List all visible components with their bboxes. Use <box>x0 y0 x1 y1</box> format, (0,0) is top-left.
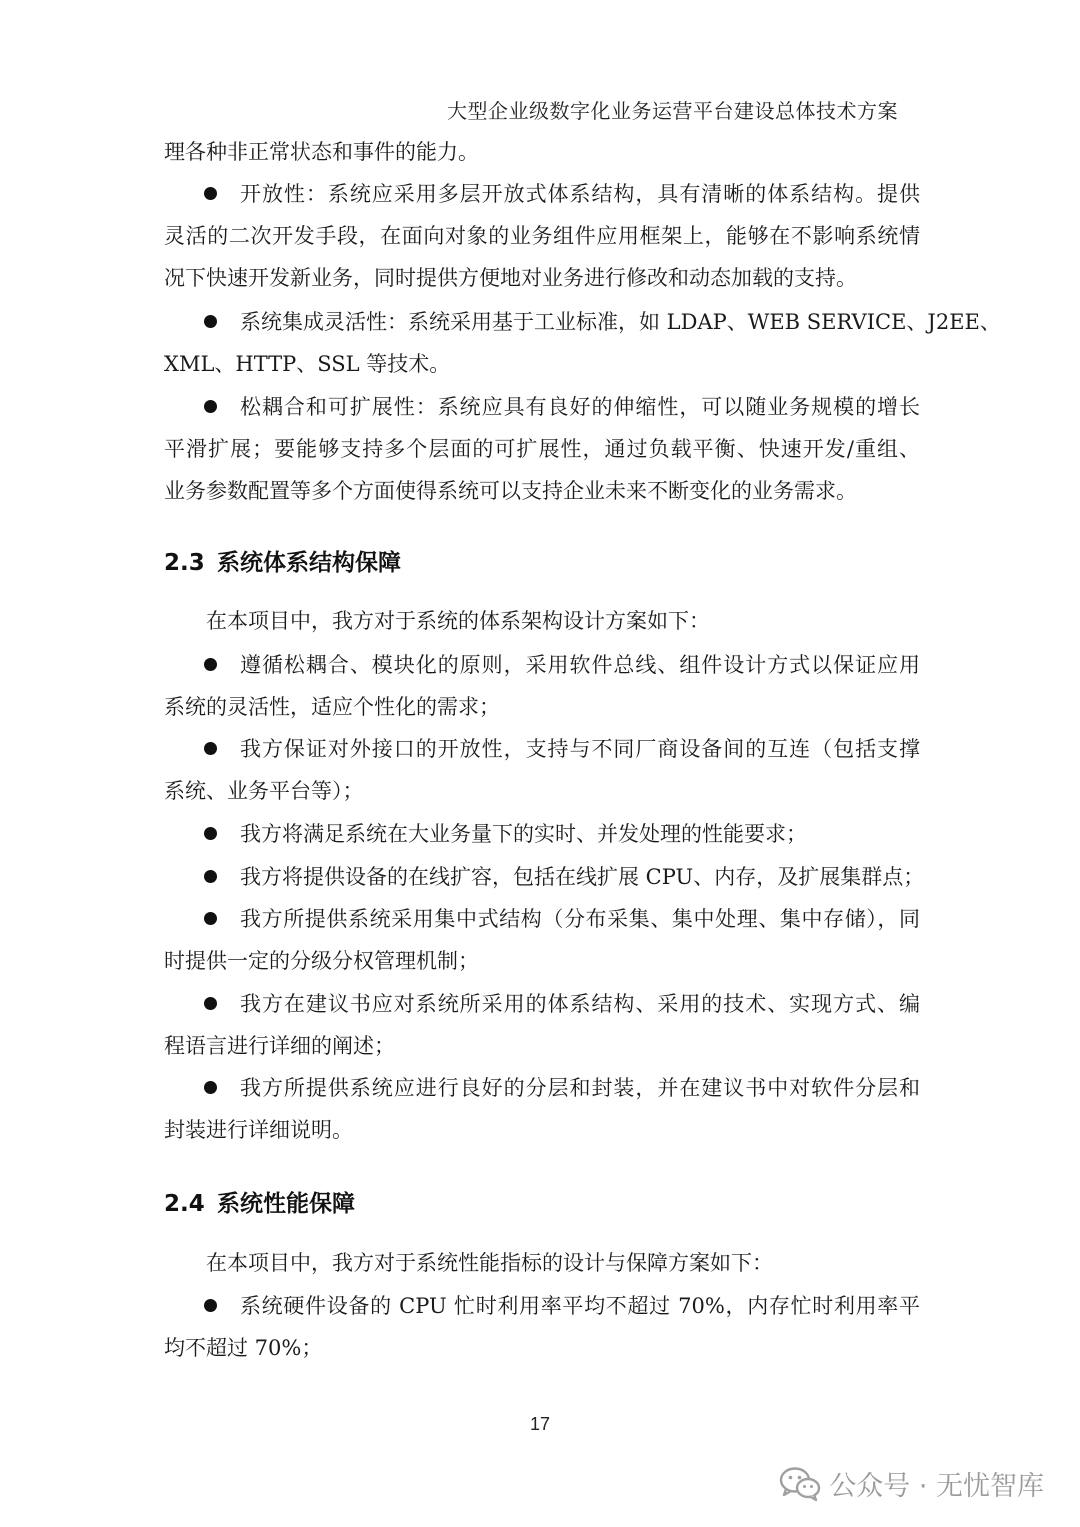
text-line: 我方将满足系统在大业务量下的实时、并发处理的性能要求； <box>240 822 807 846</box>
bullet-dot <box>204 315 217 328</box>
text-line: 系统、业务平台等）； <box>164 779 364 803</box>
text-line: 均不超过 70%； <box>164 1336 323 1360</box>
text-line: 时提供一定的分级分权管理机制； <box>164 949 479 973</box>
wechat-icon <box>779 1466 821 1502</box>
watermark <box>779 1464 1044 1503</box>
text-line: 灵活的二次开发手段，在面向对象的业务组件应用框架上，能够在不影响系统情 <box>164 224 920 248</box>
section-number: 2.3 <box>164 550 205 576</box>
bullet-dot <box>204 997 217 1010</box>
bullet-dot <box>204 742 217 755</box>
text-line: 平滑扩展；要能够支持多个层面的可扩展性，通过负载平衡、快速开发/重组、 <box>164 437 920 461</box>
text-line: 业务参数配置等多个方面使得系统可以支持企业未来不断变化的业务需求。 <box>164 479 857 503</box>
text-line: 遵循松耦合、模块化的原则，采用软件总线、组件设计方式以保证应用 <box>240 653 920 677</box>
text-line: XML、HTTP、SSL 等技术。 <box>164 352 451 376</box>
text-line: 理各种非正常状态和事件的能力。 <box>164 140 479 164</box>
bullet-dot <box>204 658 217 671</box>
bullet-dot <box>204 400 217 413</box>
section-heading <box>164 548 401 578</box>
text-line: 系统的灵活性，适应个性化的需求； <box>164 695 500 719</box>
bullet-dot <box>204 827 217 840</box>
text-line: 在本项目中，我方对于系统性能指标的设计与保障方案如下： <box>206 1251 773 1275</box>
bullet-dot <box>204 870 217 883</box>
bullet-dot <box>204 1081 217 1094</box>
text-line: 开放性：系统应采用多层开放式体系结构，具有清晰的体系结构。提供 <box>240 182 920 206</box>
text-line: 况下快速开发新业务，同时提供方便地对业务进行修改和动态加载的支持。 <box>164 266 857 290</box>
section-title: 系统性能保障 <box>217 1191 355 1217</box>
text-line: 系统硬件设备的 CPU 忙时利用率平均不超过 70%，内存忙时利用率平 <box>240 1294 920 1318</box>
text-line: 我方保证对外接口的开放性，支持与不同厂商设备间的互连（包括支撑 <box>240 737 920 761</box>
section-number: 2.4 <box>164 1191 205 1217</box>
text-line: 我方所提供系统应进行良好的分层和封装，并在建议书中对软件分层和 <box>240 1076 920 1100</box>
section-heading <box>164 1189 355 1219</box>
bullet-dot <box>204 187 217 200</box>
text-line: 系统集成灵活性：系统采用基于工业标准，如 LDAP、WEB SERVICE、J2EE、 <box>240 310 1001 334</box>
watermark-text: 公众号 · 无忧智库 <box>829 1471 1044 1502</box>
text-line: 封装进行详细说明。 <box>164 1118 353 1142</box>
text-line: 我方在建议书应对系统所采用的体系结构、采用的技术、实现方式、编 <box>240 992 920 1016</box>
bullet-dot <box>204 1299 217 1312</box>
text-line: 松耦合和可扩展性：系统应具有良好的伸缩性，可以随业务规模的增长 <box>240 395 920 419</box>
text-line: 我方将提供设备的在线扩容，包括在线扩展 CPU、内存，及扩展集群点； <box>240 865 925 889</box>
bullet-dot <box>204 912 217 925</box>
page-number: 17 <box>529 1414 551 1434</box>
running-header: 大型企业级数字化业务运营平台建设总体技术方案 <box>447 99 898 123</box>
section-title: 系统体系结构保障 <box>217 550 401 576</box>
text-line: 在本项目中，我方对于系统的体系架构设计方案如下： <box>206 609 710 633</box>
text-line: 我方所提供系统采用集中式结构（分布采集、集中处理、集中存储），同 <box>240 907 920 931</box>
text-line: 程语言进行详细的阐述； <box>164 1034 395 1058</box>
